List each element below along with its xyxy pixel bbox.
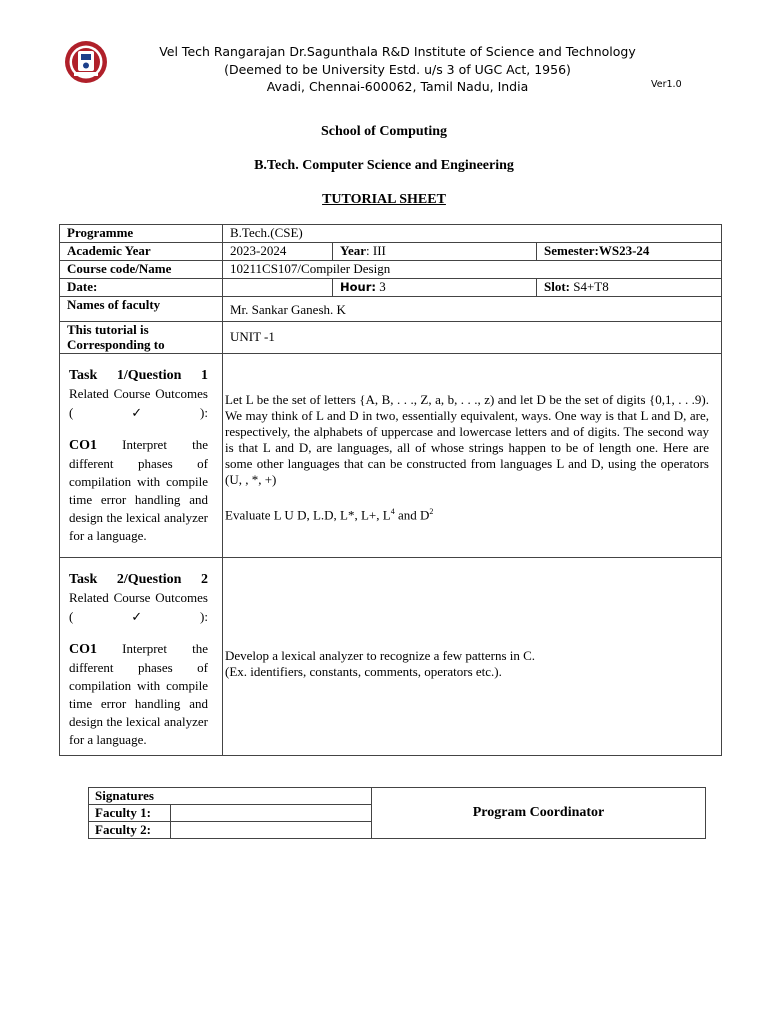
signatures-heading: Signatures xyxy=(89,788,372,805)
task1-question-text: Let L be the set of letters {A, B, . . ., Z, a, b, . . ., z) and let D be the set of digits {0,1, . . .9). We may think of L and D in two, essentially equivalent, ways. One way is that L and D, are, respectively, the alphabets of uppercase and lowercase letters and of digits. The second way is that L and D, are languages, all of whose strings happen to be of length one. Here are some other languages that can be constructed from languages L and D, using the operators (U, , *, +) xyxy=(225,392,709,487)
faculty-label: Names of faculty xyxy=(60,297,223,322)
date-label: Date: xyxy=(60,279,223,297)
corresponding-value: UNIT -1 xyxy=(223,322,722,354)
hour-label: Hour: xyxy=(340,280,376,294)
corresponding-label-line1: This tutorial is xyxy=(67,322,149,337)
programme-title: B.Tech. Computer Science and Engineering xyxy=(254,158,514,173)
task1-title: Task 1/Question 1 xyxy=(69,368,208,383)
institution-header xyxy=(120,43,675,96)
version-label: Ver1.0 xyxy=(651,79,682,90)
institution-name: Vel Tech Rangarajan Dr.Sagunthala R&D Institute of Science and Technology xyxy=(159,44,636,59)
program-coordinator-label: Program Coordinator xyxy=(372,788,706,839)
faculty-value: Mr. Sankar Ganesh. K xyxy=(223,297,722,322)
academic-year-label: Academic Year xyxy=(60,243,223,261)
course-value: 10211CS107/Compiler Design xyxy=(223,261,722,279)
task2-question-line2: (Ex. identifiers, constants, comments, operators etc.). xyxy=(225,664,502,679)
task2-outcome-cell xyxy=(60,558,223,756)
task1-related-outcomes: Related Course Outcomes (✓): xyxy=(69,386,208,420)
address-line: Avadi, Chennai-600062, Tamil Nadu, India xyxy=(266,79,529,94)
deemed-line: (Deemed to be University Estd. u/s 3 of UGC Act, 1956) xyxy=(224,61,571,77)
task2-title: Task 2/Question 2 xyxy=(69,572,208,587)
faculty2-signature-field[interactable] xyxy=(171,822,372,839)
date-value xyxy=(223,279,333,297)
task2-question-cell xyxy=(223,558,722,756)
year-label: Year xyxy=(340,243,366,258)
task1-evaluate-sup2: 2 xyxy=(429,507,434,516)
programme-label: Programme xyxy=(60,225,223,243)
school-title: School of Computing xyxy=(320,124,448,139)
year-value: : III xyxy=(366,243,386,258)
task1-evaluate-sup1: 4 xyxy=(390,507,395,516)
task1-course-outcome xyxy=(69,436,208,545)
programme-value: B.Tech.(CSE) xyxy=(223,225,722,243)
corresponding-label-line2: Corresponding to xyxy=(67,337,165,352)
task2-question-line1: Develop a lexical analyzer to recognize a few patterns in C. xyxy=(225,648,536,663)
hour-value: 3 xyxy=(375,279,386,294)
slot-cell xyxy=(537,279,722,297)
faculty1-signature-field[interactable] xyxy=(171,805,372,822)
task1-evaluate xyxy=(225,504,709,523)
task2-co-code: CO1 xyxy=(69,642,97,657)
faculty2-label: Faculty 2: xyxy=(89,822,171,839)
task2-co-text: Interpret the different phases of compilation with compile time error handling and design the lexical analyzer for a language. xyxy=(69,641,208,747)
sheet-title: TUTORIAL SHEET xyxy=(322,192,446,207)
faculty1-label: Faculty 1: xyxy=(89,805,171,822)
task1-question-cell xyxy=(223,354,722,558)
task1-co-code: CO1 xyxy=(69,438,97,453)
year-cell xyxy=(333,243,537,261)
task1-outcome-cell xyxy=(60,354,223,558)
course-label: Course code/Name xyxy=(60,261,223,279)
task2-course-outcome xyxy=(69,640,208,749)
tutorial-table xyxy=(59,224,722,756)
university-logo xyxy=(64,40,108,84)
task1-co-text: Interpret the different phases of compilation with compile time error handling and design the lexical analyzer for a language. xyxy=(69,437,208,543)
task1-evaluate-a: Evaluate L U D, L.D, L*, L+, L xyxy=(225,507,391,523)
academic-year-value: 2023-2024 xyxy=(223,243,333,261)
slot-value: S4+T8 xyxy=(570,279,609,294)
task2-related-outcomes: Related Course Outcomes (✓): xyxy=(69,590,208,624)
hour-cell xyxy=(333,279,537,297)
slot-label: Slot: xyxy=(544,279,570,294)
task1-evaluate-b: and D xyxy=(394,507,430,523)
semester-label: Semester:WS23-24 xyxy=(537,243,722,261)
corresponding-label xyxy=(60,322,223,354)
signatures-table xyxy=(88,787,706,839)
